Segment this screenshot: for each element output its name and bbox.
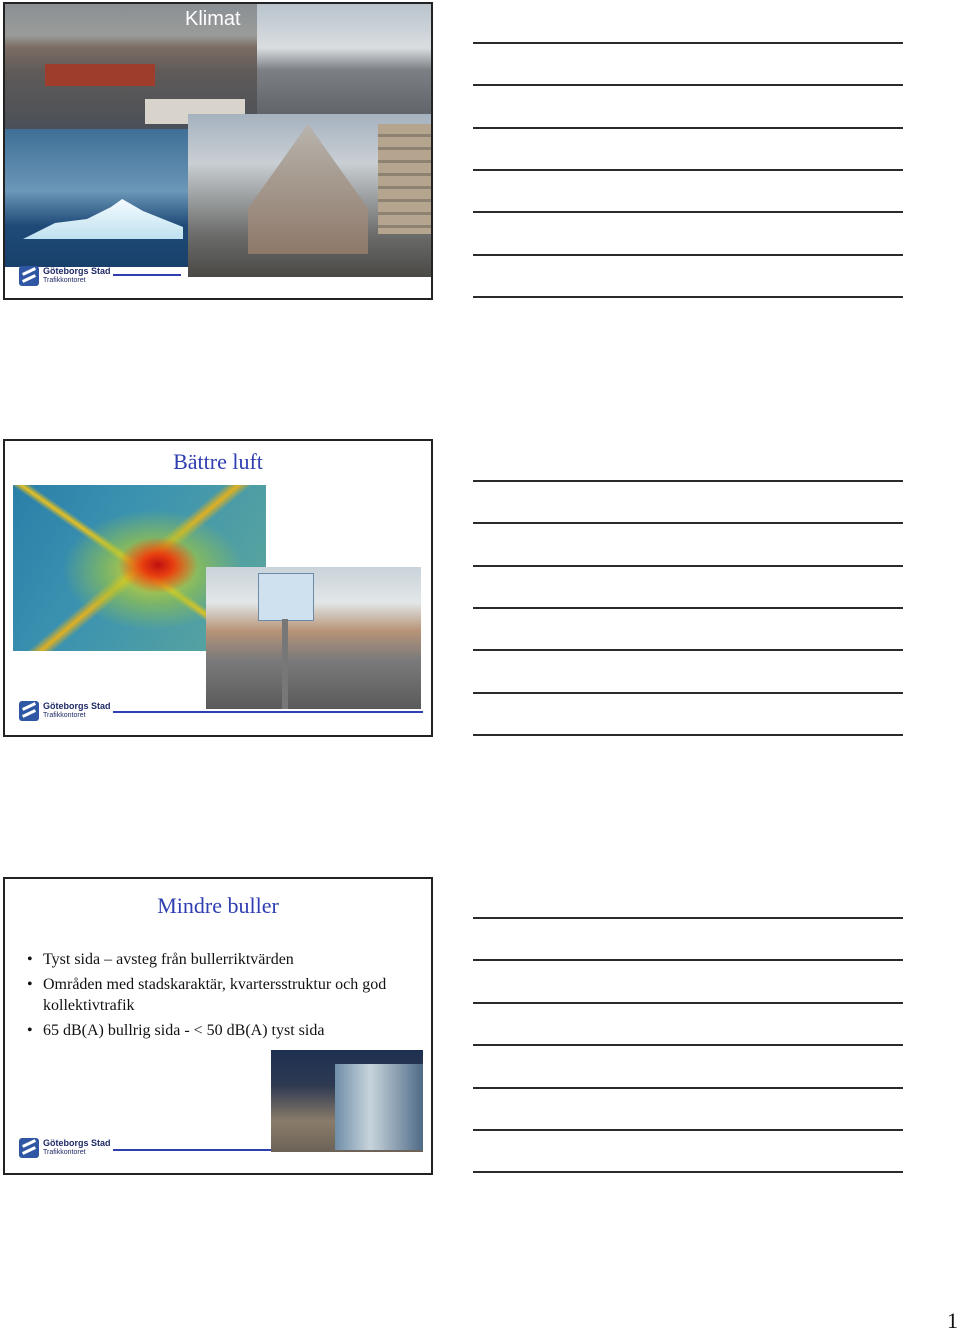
slide-title: Mindre buller (157, 893, 279, 918)
goteborg-crest-icon (19, 1138, 39, 1158)
goteborg-logo: Göteborgs Stad Trafikkontoret (19, 1138, 111, 1158)
note-line (473, 127, 903, 129)
note-line (473, 1087, 903, 1089)
note-line (473, 565, 903, 567)
iceberg-photo (5, 129, 188, 267)
tram-stop-photo (271, 1050, 423, 1152)
slide-klimat (3, 2, 433, 300)
footer-rule (113, 1149, 271, 1151)
note-line (473, 734, 903, 736)
note-line (473, 211, 903, 213)
goteborg-crest-icon (19, 266, 39, 286)
note-line (473, 917, 903, 919)
note-line (473, 1044, 903, 1046)
bullet-item: • 65 dB(A) bullrig sida - < 50 dB(A) tyst sida (27, 1020, 407, 1041)
note-line (473, 1171, 903, 1173)
note-line (473, 522, 903, 524)
note-line (473, 42, 903, 44)
slide-title: Klimat (185, 8, 241, 30)
bullet-item: • Tyst sida – avsteg från bullerriktvärden (27, 949, 407, 970)
page-number: 1 (947, 1308, 958, 1333)
note-line (473, 169, 903, 171)
speed-sign-street-photo (206, 567, 421, 709)
note-line (473, 480, 903, 482)
goteborg-logo: Göteborgs Stad Trafikkontoret (19, 266, 111, 286)
speed-sign (258, 573, 314, 621)
footer-rule (113, 274, 181, 276)
note-line (473, 692, 903, 694)
note-line (473, 649, 903, 651)
note-line (473, 1129, 903, 1131)
bullet-item: • Områden med stadskaraktär, kvartersstruktur och god kollektivtrafik (27, 974, 407, 1016)
fish-church-photo (188, 114, 431, 277)
note-line (473, 84, 903, 86)
flooded-street-photo (257, 4, 431, 114)
goteborg-logo: Göteborgs Stad Trafikkontoret (19, 701, 111, 721)
slide-battre-luft (3, 439, 433, 737)
note-line (473, 254, 903, 256)
note-line (473, 1002, 903, 1004)
note-line (473, 607, 903, 609)
note-line (473, 296, 903, 298)
slide-mindre-buller (3, 877, 433, 1175)
footer-rule (113, 711, 423, 713)
bullet-list (27, 949, 407, 1045)
note-line (473, 959, 903, 961)
slide-title: Bättre luft (173, 449, 263, 474)
goteborg-crest-icon (19, 701, 39, 721)
